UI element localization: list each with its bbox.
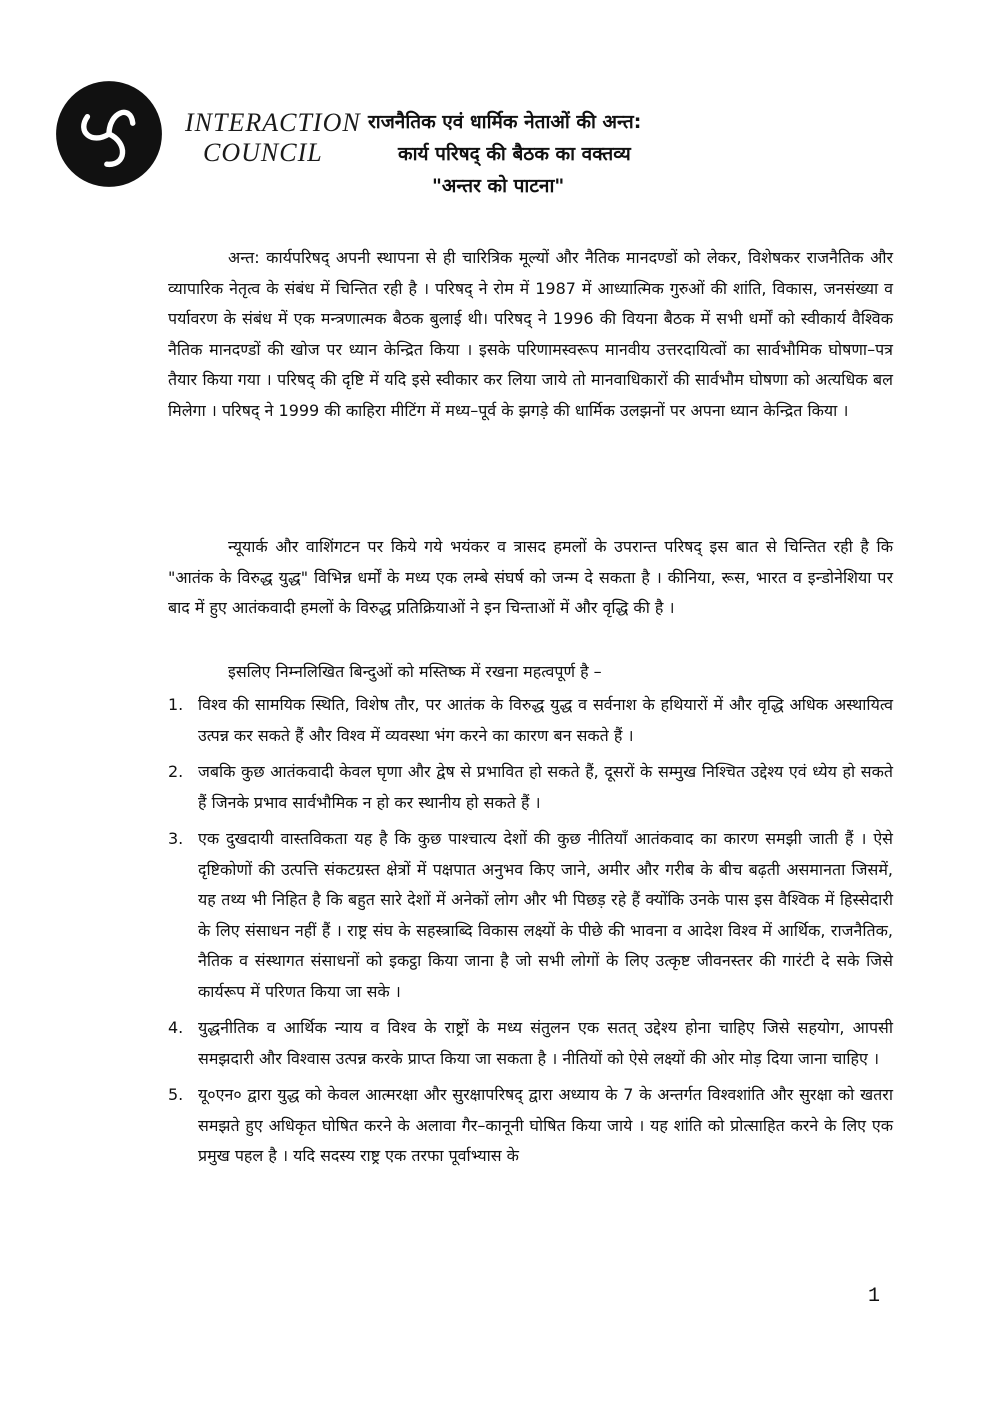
org-line-2: COUNCIL [203,138,323,167]
numbered-list [168,690,893,1178]
list-text: जबकि कुछ आतंकवादी केवल घृणा और द्वेष से प्रभावित हो सकते हैं, दूसरों के सम्मुख निश्चित उद्देश्य एवं ध्येय हो सकते हैं जिनके प्रभाव सार्वभौमिक न हो कर स्थानीय हो सकते हैं । [198,762,893,812]
list-item [168,690,893,751]
org-line-1: INTERACTION [185,108,361,137]
interaction-council-logo [55,80,163,188]
title-line-2: कार्य परिषद् की बैठक का वक्तव्य [398,143,631,165]
paragraph-1: अन्त: कार्यपरिषद् अपनी स्थापना से ही चारित्रिक मूल्यों और नैतिक मानदण्डों को लेकर, विशेषकर राजनैतिक और व्यापारिक नेतृत्व के संबंध में चिन्तित रही है । परिषद् ने रोम में 1987 में आध्यात्मिक गुरुओं की शांति, विकास, जनसंख्या व पर्यावरण के संबंध में एक मन्त्रणात्मक बैठक बुलाई थी। परिषद् ने 1996 की वियना बैठक में सभी धर्मों को स्वीकार्य वैश्विक नैतिक मानदण्डों की खोज पर ध्यान केन्द्रित किया । इसके परिणामस्वरूप मानवीय उत्तरदायित्वों का सार्वभौमिक घोषणा–पत्र तैयार किया गया । परिषद् की दृष्टि में यदि इसे स्वीकार कर लिया जाये तो मानवाधिकारों की सार्वभौम घोषणा को अत्यधिक बल मिलेगा । परिषद् ने 1999 की काहिरा मीटिंग में मध्य–पूर्व के झगड़े की धार्मिक उलझनों पर अपना ध्यान केन्द्रित किया । [168,248,893,420]
list-text: एक दुखदायी वास्तविकता यह है कि कुछ पाश्चात्य देशों की कुछ नीतियाँ आतंकवाद का कारण समझी जाती हैं । ऐसे दृष्टिकोणों की उत्पत्ति संकटग्रस्त क्षेत्रों में पक्षपात अनुभव किए जाने, अमीर और गरीब के बीच बढ़ती असमानता जिसमें, यह तथ्य भी निहित है कि बहुत सारे देशों में अनेकों लोग और भी पिछड़ रहे हैं क्योंकि उनके पास इस वैश्विक में हिस्सेदारी के लिए संसाधन नहीं हैं । राष्ट्र संघ के सहस्त्राब्दि विकास लक्ष्यों के पीछे की भावना व आदेश विश्व में आर्थिक, राजनैतिक, नैतिक व संस्थागत संसाधनों को इकट्ठा किया जाना है जो सभी लोगों के लिए उत्कृष्ट जीवनस्तर की गारंटी दे सके जिसे कार्यरूप में परिणत किया जा सके । [198,829,893,1001]
list-text: युद्धनीतिक व आर्थिक न्याय व विश्व के राष्ट्रों के मध्य संतुलन एक सतत् उद्देश्य होना चाहिए जिसे सहयोग, आपसी समझदारी और विश्वास उत्पन्न करके प्राप्त किया जा सकता है । नीतियों को ऐसे लक्ष्यों की ओर मोड़ दिया जाना चाहिए । [198,1018,893,1068]
document-title [360,106,660,202]
list-item [168,824,893,1007]
list-number: 2. [168,762,184,781]
paragraph-2: न्यूयार्क और वाशिंगटन पर किये गये भयंकर व त्रासद हमलों के उपरान्त परिषद् इस बात से चिन्तित रही है कि "आतंक के विरुद्ध युद्ध" विभिन्न धर्मों के मध्य एक लम्बे संघर्ष को जन्म दे सकता है । कीनिया, रूस, भारत व इन्डोनेशिया पर बाद में हुए आतंकवादी हमलों के विरुद्ध प्रतिक्रियाओं ने इन चिन्ताओं में और वृद्धि की है । [168,537,893,617]
title-line-1: राजनैतिक एवं धार्मिक नेताओं की अन्त: [368,111,642,133]
list-intro: इसलिए निम्नलिखित बिन्दुओं को मस्तिष्क में रखना महत्वपूर्ण है – [228,662,602,681]
list-text: विश्व की सामयिक स्थिति, विशेष तौर, पर आतंक के विरुद्ध युद्ध व सर्वनाश के हथियारों में और वृद्धि अधिक अस्थायित्व उत्पन्न कर सकते हैं और विश्व में व्यवस्था भंग करने का कारण बन सकते हैं । [198,695,893,745]
organization-name [185,108,361,168]
list-number: 1. [168,695,184,714]
title-line-3: "अन्तर को पाटना" [432,175,565,197]
list-item [168,757,893,818]
list-number: 4. [168,1018,184,1037]
list-item [168,1013,893,1074]
list-number: 5. [168,1085,184,1104]
list-number: 3. [168,829,184,848]
page-number: 1 [868,1285,881,1308]
list-text: यू०एन० द्वारा युद्ध को केवल आत्मरक्षा और सुरक्षापरिषद् द्वारा अध्याय के 7 के अन्तर्गत विश्वशांति और सुरक्षा को खतरा समझते हुए अधिकृत घोषित करने के अलावा गैर–कानूनी घोषित किया जाये । यह शांति को प्रोत्साहित करने के लिए एक प्रमुख पहल है । यदि सदस्य राष्ट्र एक तरफा पूर्वाभ्यास के [198,1085,893,1165]
list-item [168,1080,893,1172]
